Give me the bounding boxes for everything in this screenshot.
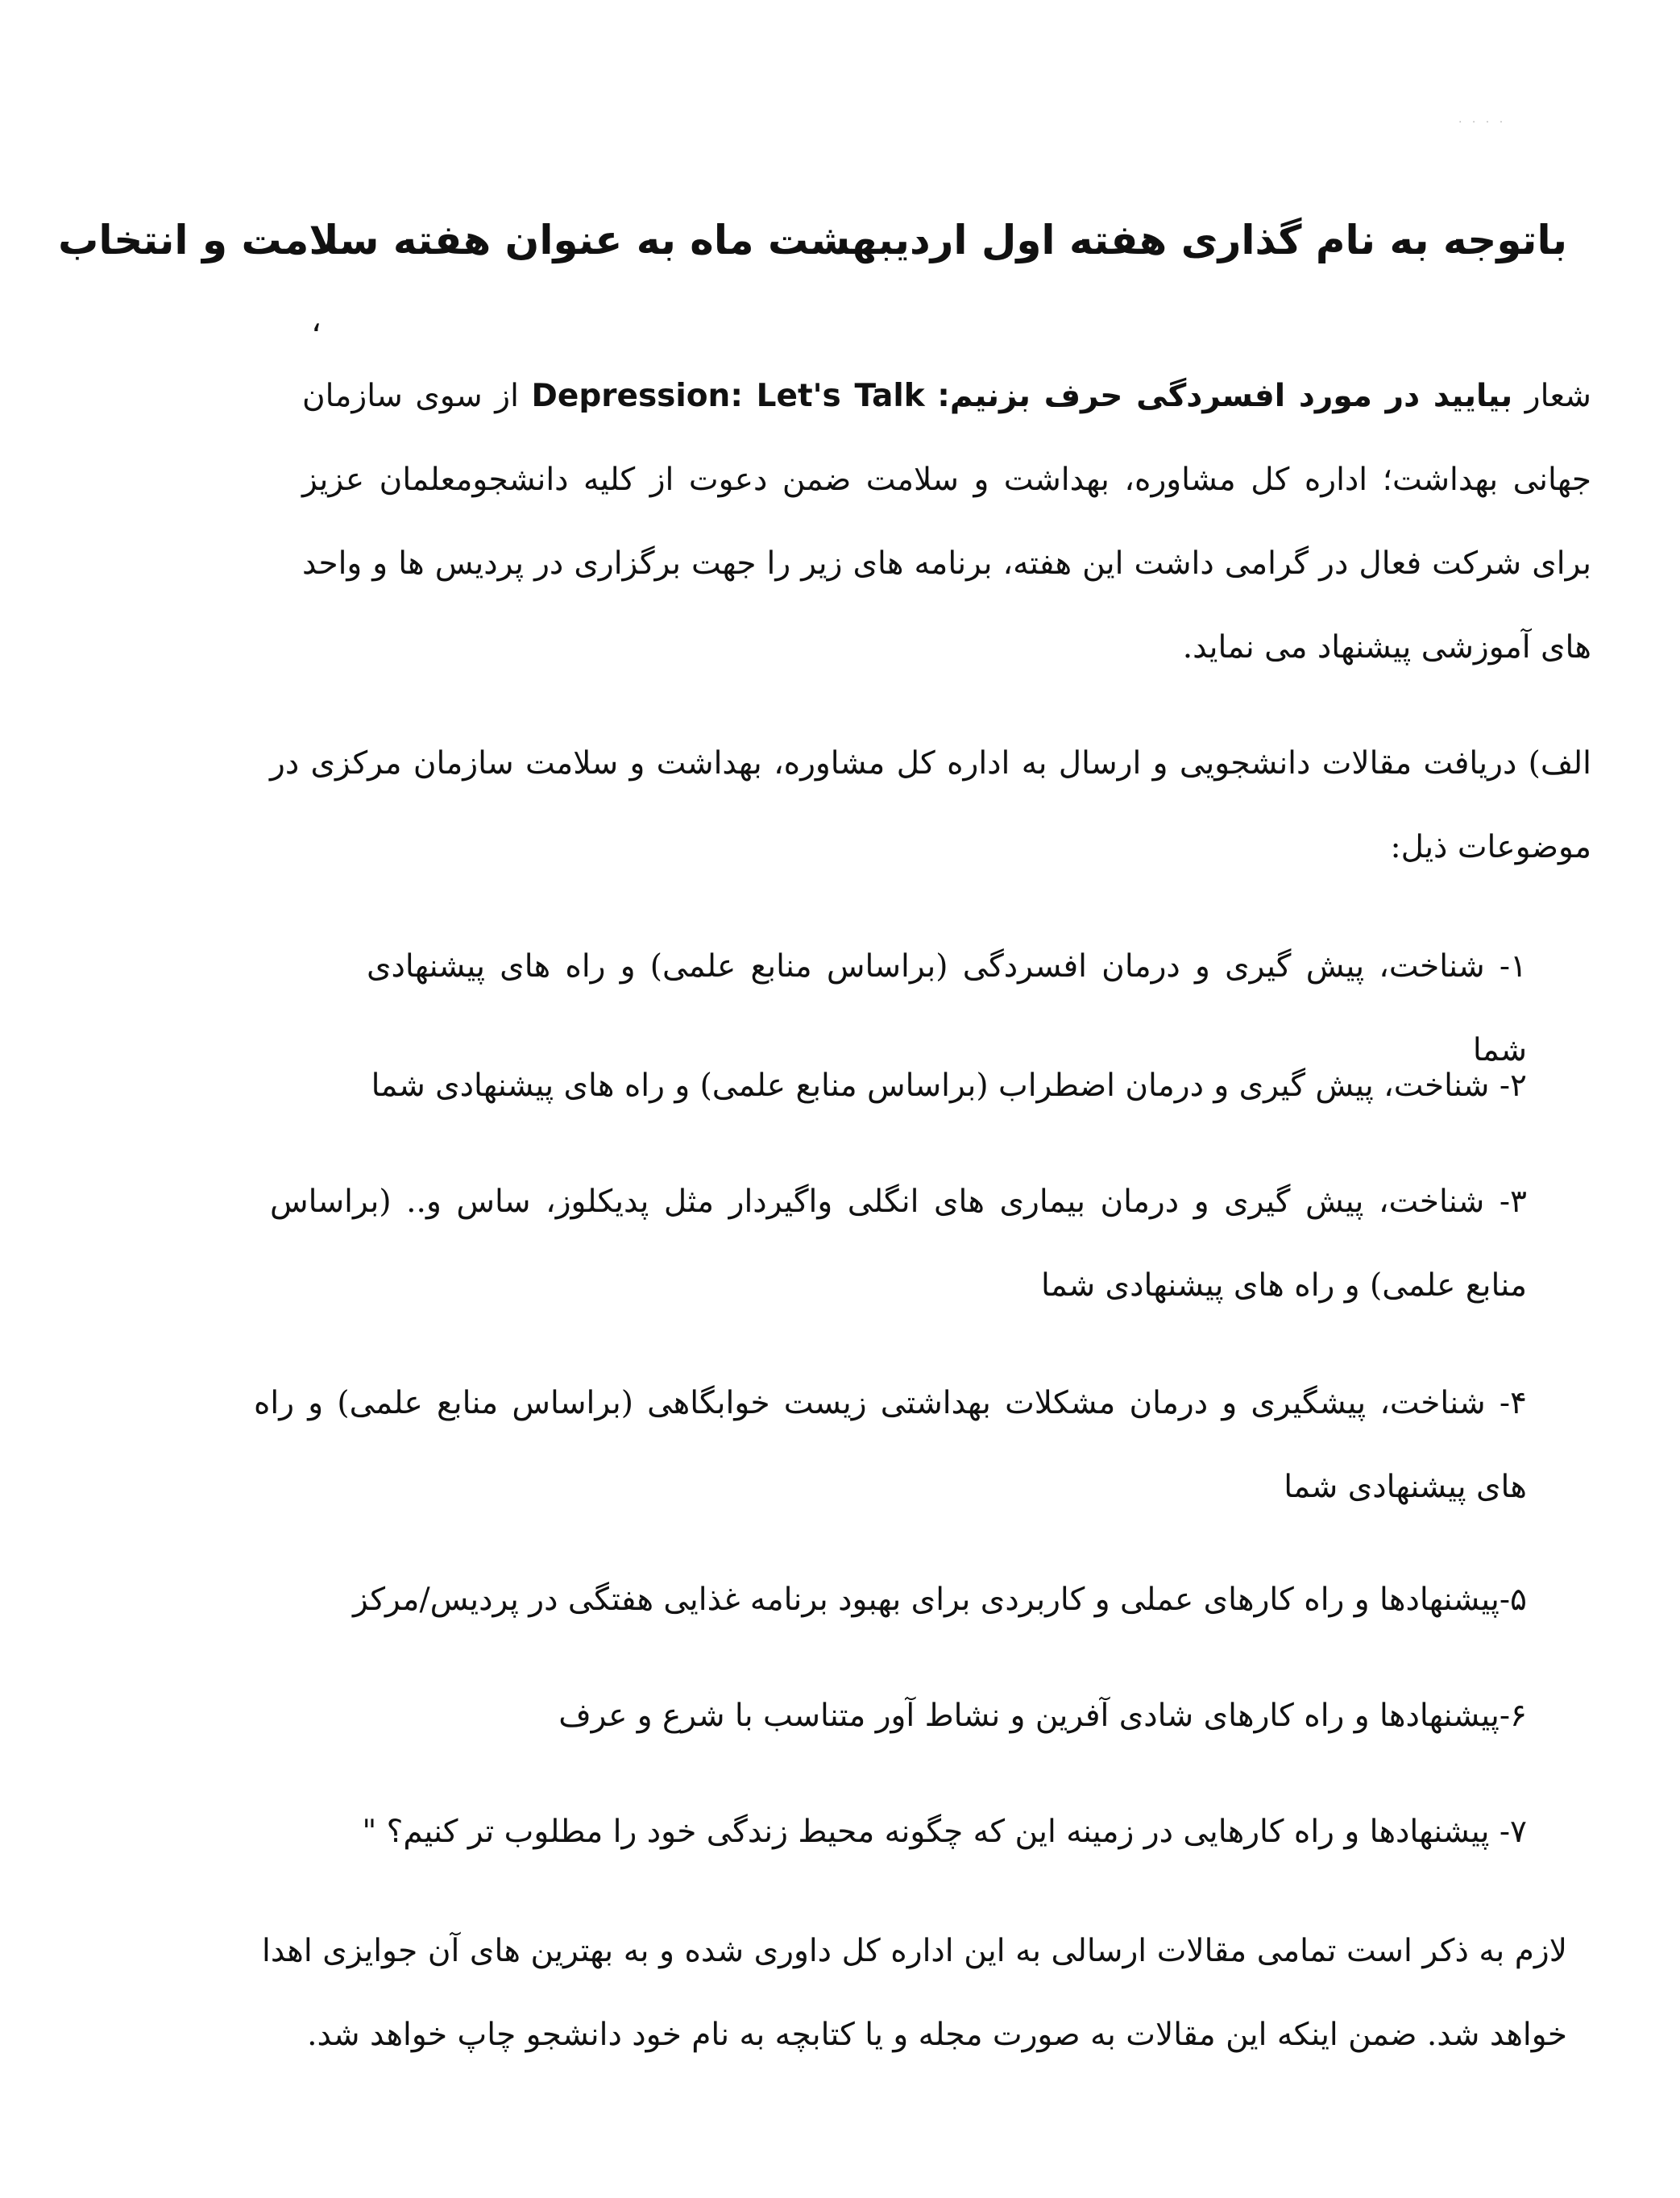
scan-artifact: . . . . (1458, 113, 1507, 126)
slogan-english: Depression: Let's Talk (531, 378, 925, 414)
intro-body: از سوی سازمان جهانی بهداشت؛ اداره کل مشاوره، بهداشت و سلامت ضمن دعوت از کلیه دانشجومعلمان عزیز برای شرکت فعال در گرامی داشت این هفته، برنامه های زیر را جهت برگزاری در پردیس ها و واحد های آموزشی پیشنهاد می نماید. (302, 378, 1591, 666)
topic-item-7: ۷- پیشنهادها و راه کارهایی در زمینه این که چگونه محیط زندگی خود را مطلوب تر کنیم؟ " (362, 1814, 1527, 1850)
stray-mark: ، (311, 302, 321, 339)
topic-item-4: ۴- شناخت، پیشگیری و درمان مشکلات بهداشتی زیست خوابگاهی (براساس منابع علمی) و راه های پیشنهادی شما (254, 1385, 1527, 1505)
topic-item-3: ۳- شناخت، پیش گیری و درمان بیماری های انگلی واگیردار مثل پدیکلوز، ساس و.. (براساس منابع علمی) و راه های پیشنهادی شما (270, 1184, 1527, 1304)
intro-paragraph (302, 355, 1591, 690)
intro-prefix: شعار (1512, 378, 1591, 414)
section-alef: الف) دریافت مقالات دانشجویی و ارسال به اداره کل مشاوره، بهداشت و سلامت سازمان مرکزی در موضوعات ذیل: (270, 745, 1591, 865)
topic-item-2: ۲- شناخت، پیش گیری و درمان اضطراب (براساس منابع علمی) و راه های پیشنهادی شما (371, 1068, 1527, 1104)
topic-item-1: ۱- شناخت، پیش گیری و درمان افسردگی (براساس منابع علمی) و راه های پیشنهادی شما (367, 948, 1527, 1068)
slogan-persian: بیایید در مورد افسردگی حرف بزنیم: (937, 378, 1513, 414)
closing-note: لازم به ذکر است تمامی مقالات ارسالی به این اداره کل داوری شده و به بهترین های آن جوایزی اهدا خواهد شد. ضمن اینکه این مقالات به صورت مجله و یا کتابچه به نام خود دانشجو چاپ خواهد شد. (262, 1933, 1567, 2053)
topic-item-5: ۵-پیشنهادها و راه کارهای عملی و کاربردی برای بهبود برنامه غذایی هفتگی در پردیس/مرکز (352, 1582, 1527, 1618)
topic-item-6: ۶-پیشنهادها و راه کارهای شادی آفرین و نشاط آور متناسب با شرع و عرف (558, 1698, 1527, 1734)
document-title: باتوجه به نام گذاری هفته اول اردیبهشت ماه به عنوان هفته سلامت و انتخاب (58, 217, 1567, 263)
